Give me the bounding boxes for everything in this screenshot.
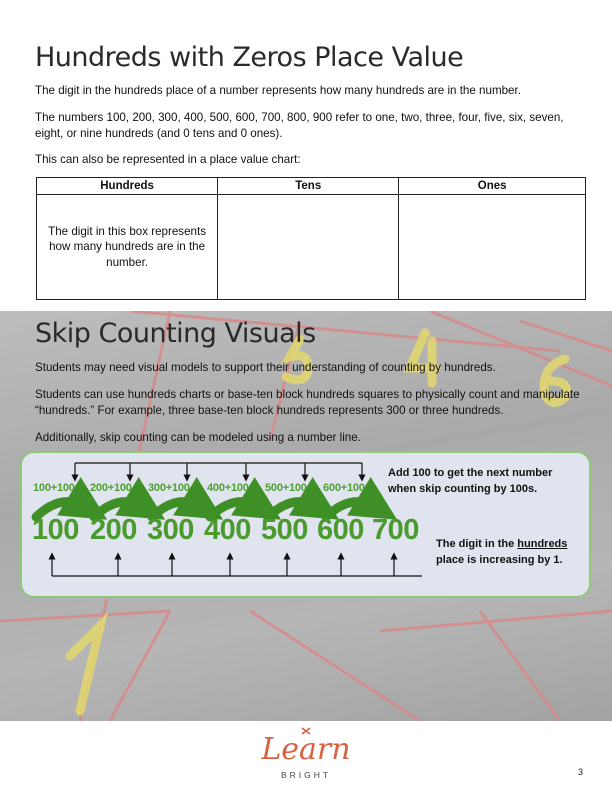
logo-word: Learn	[261, 732, 351, 767]
number-100: 100	[32, 514, 79, 546]
paragraph-number-line: Additionally, skip counting can be modeled using a number line.	[35, 431, 361, 444]
paragraph-visual-models: Students may need visual models to support their understanding of counting by hundreds.	[35, 361, 496, 374]
plus-label-3: 300+100	[148, 482, 190, 494]
number-700: 700	[372, 514, 419, 546]
plus-label-5: 500+100	[265, 482, 307, 494]
plus-label-4: 400+100	[207, 482, 249, 494]
header-tens: Tens	[218, 178, 399, 195]
top-bracket	[75, 463, 362, 478]
note-text-pre: The digit in the	[436, 538, 518, 550]
number-200: 200	[90, 514, 137, 546]
section-title-place-value: Hundreds with Zeros Place Value	[35, 42, 464, 73]
plus-label-2: 200+100	[90, 482, 132, 494]
paragraph-base-ten: Students can use hundreds charts or base-ten block hundreds squares to physically count and manipulate “hundreds.” For example, three base-ten block hundreds represents 300 or three hundreds.	[35, 388, 580, 417]
plus-label-6: 600+100	[323, 482, 365, 494]
note-text-emphasis: hundreds	[517, 538, 568, 550]
learn-bright-logo	[256, 730, 356, 780]
note-add-100: Add 100 to get the next number when skip counting by 100s.	[388, 467, 553, 495]
paragraph-hundreds-digit: The digit in the hundreds place of a number represents how many hundreds are in the number.	[35, 84, 521, 97]
note-text-post: place is increasing by 1.	[436, 553, 563, 566]
number-400: 400	[204, 514, 251, 546]
page-number: 3	[578, 767, 584, 777]
header-hundreds: Hundreds	[37, 178, 218, 195]
number-600: 600	[317, 514, 364, 546]
cell-hundreds: The digit in this box represents how many hundreds are in the number.	[37, 195, 218, 300]
plus-label-1: 100+100	[33, 482, 75, 494]
header-ones: Ones	[399, 178, 586, 195]
number-300: 300	[147, 514, 194, 546]
logo-subtitle: BRIGHT	[280, 770, 332, 780]
number-500: 500	[261, 514, 308, 546]
paragraph-chart-intro: This can also be represented in a place value chart:	[35, 153, 301, 166]
bottom-bracket	[52, 556, 422, 576]
paragraph-hundreds-list: The numbers 100, 200, 300, 400, 500, 600, 700, 800, 900 refer to one, two, three, four, five, six, seven, eight, or nine hundreds (and 0 tens and 0 ones).	[35, 111, 564, 140]
section-title-skip-counting: Skip Counting Visuals	[35, 318, 316, 349]
note-hundreds-increasing	[436, 537, 576, 568]
